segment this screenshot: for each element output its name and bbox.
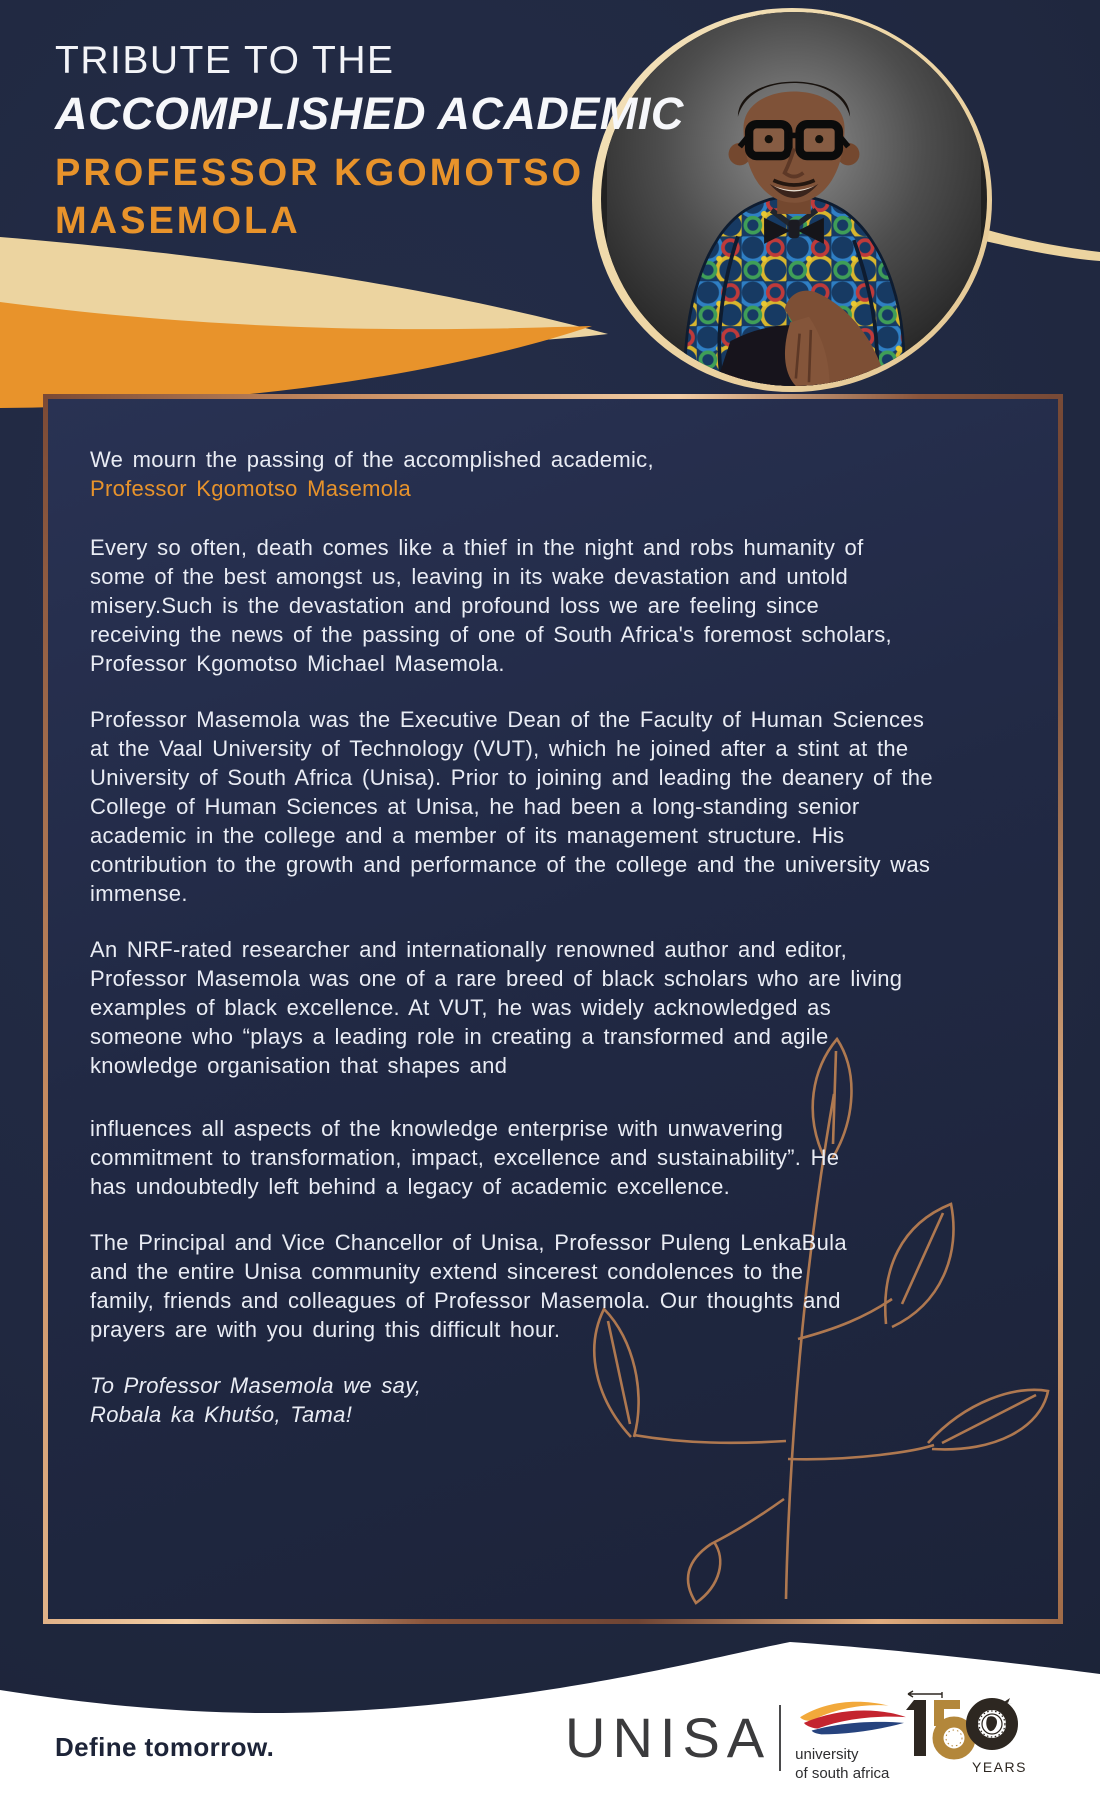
wave-line-right [972, 226, 1100, 261]
paragraph-1: Every so often, death comes like a thief in the night and robs humanity of some of the best amongst us, leaving in its wake devastation and untold misery.Such is the devastation and profound loss we are feeling since receiving the news of the passing of one of South Africa's foremost scholars, Professor Kgomotso Michael Masemola. [90, 535, 892, 676]
closing-text [90, 1371, 1003, 1429]
unisa-flag-icon [795, 1694, 913, 1744]
paragraph-5: The Principal and Vice Chancellor of Unisa, Professor Puleng LenkaBula and the entire Unisa community extend sincerest condolences to the family, friends and colleagues of Professor Masemola. Our thoughts and prayers are with you during this difficult hour. [90, 1230, 847, 1342]
intro-text [90, 445, 1003, 503]
closing-line1: To Professor Masemola we say, [90, 1373, 422, 1398]
intro-main: We mourn the passing of the accomplished academic, [90, 447, 654, 472]
unisa-logo [565, 1694, 913, 1782]
unisa-subtitle-line1: university [795, 1746, 859, 1763]
page-title-line1: TRIBUTE TO THE [55, 39, 395, 82]
unisa-wordmark: UNISA [565, 1706, 772, 1769]
paragraph-4: influences all aspects of the knowledge enterprise with unwavering commitment to transformation, impact, excellence and sustainability”. He has undoubtedly left behind a legacy of academic excellence. [90, 1116, 840, 1199]
paragraph-3: An NRF-rated researcher and internationally renowned author and editor, Professor Masemola was one of a rare breed of black scholars who are living examples of black excellence. At VUT, he was widely acknowledged as someone who “plays a leading role in creating a transformed and agile knowledge organisation that shapes and [90, 937, 903, 1078]
slogan: Define tomorrow. [55, 1732, 275, 1762]
paragraph-2: Professor Masemola was the Executive Dean of the Faculty of Human Sciences at the Vaal University of Technology (VUT), which he joined after a stint at the University of South Africa (Unisa). Prior to joining and leading the deanery of the College of Human Sciences at Unisa, he had been a long-standing senior academic in the college and a member of its management structure. His contribution to the growth and performance of the college and the university was immense. [90, 707, 933, 906]
page-title-line3: PROFESSOR KGOMOTSO MASEMOLA [55, 152, 585, 243]
intro-name: Professor Kgomotso Masemola [90, 476, 412, 501]
anniversary-150-logo [900, 1688, 1034, 1784]
unisa-divider [779, 1705, 781, 1771]
years-label: YEARS [972, 1759, 1027, 1775]
closing-line2: Robala ka Khutśo, Tama! [90, 1402, 353, 1427]
page-title-line2: ACCOMPLISHED ACADEMIC [55, 87, 684, 139]
page-title [55, 38, 684, 246]
unisa-subtitle-line2: of south africa [795, 1765, 890, 1782]
anniversary-150-graphic [900, 1688, 1034, 1784]
tribute-content-box [43, 394, 1063, 1624]
